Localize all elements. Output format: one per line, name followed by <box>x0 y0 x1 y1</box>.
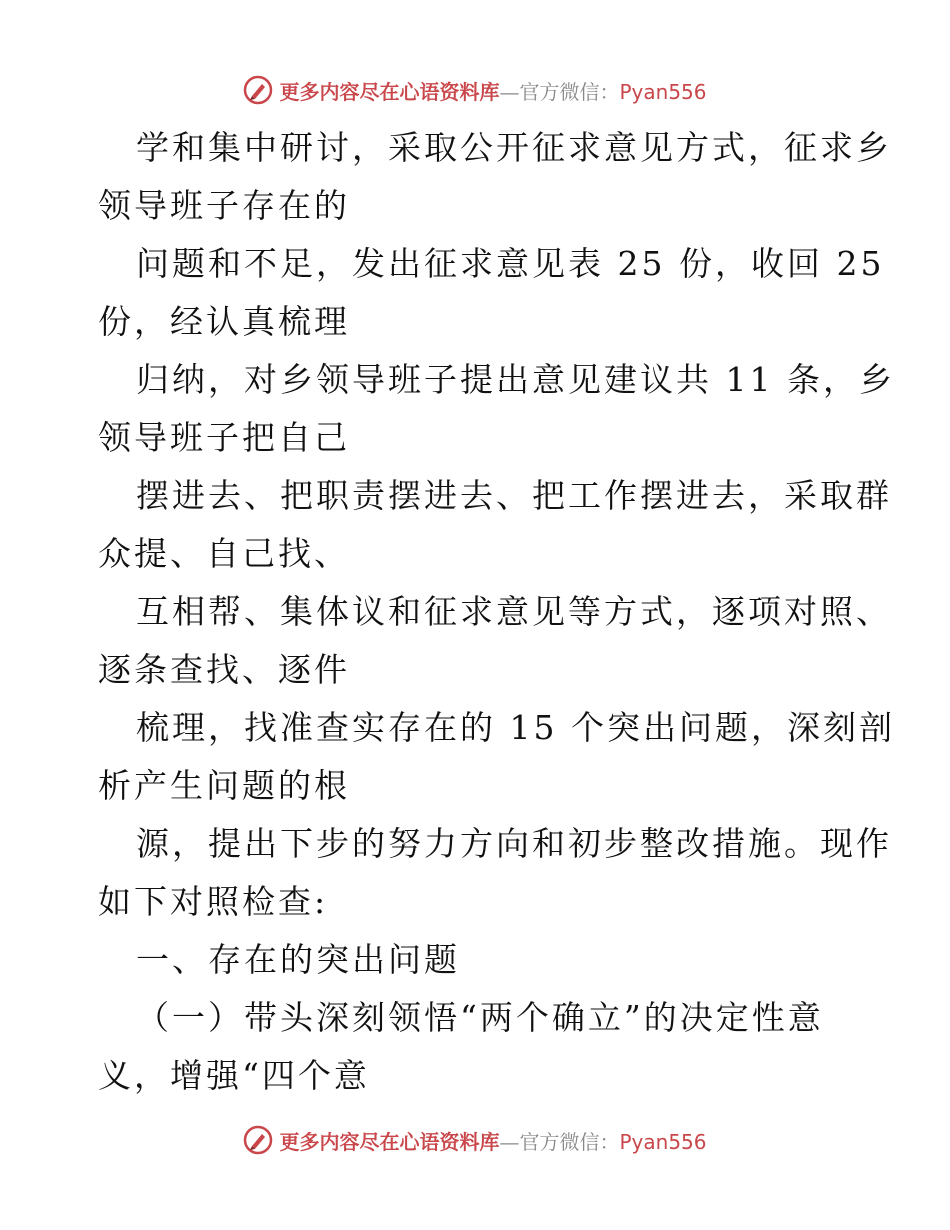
paragraph-line: 众提、自己找、 <box>98 534 350 573</box>
paragraph-line: 互相帮、集体议和征求意见等方式，逐项对照、 <box>136 592 892 631</box>
paragraph-line: 摆进去、把职责摆进去、把工作摆进去，采取群 <box>136 476 892 515</box>
watermark-label: 官方微信： <box>519 79 620 104</box>
watermark-label: 官方微信： <box>519 1129 620 1154</box>
watermark-id: Pyan556 <box>619 79 707 104</box>
paragraph-line: 析产生问题的根 <box>98 766 350 805</box>
footer-watermark <box>0 1120 950 1160</box>
watermark-text <box>279 76 706 105</box>
paragraph-line: 义，增强“四个意 <box>98 1056 370 1095</box>
paragraph-line: 领导班子把自己 <box>98 418 350 457</box>
paragraph-line: 份，经认真梳理 <box>98 302 350 341</box>
paragraph-line: 源，提出下步的努力方向和初步整改措施。现作 <box>136 824 892 863</box>
watermark-brand: 更多内容尽在心语资料库 <box>279 79 500 104</box>
watermark-text <box>279 1126 706 1155</box>
watermark-separator: — <box>499 79 520 104</box>
paragraph-line: （一）带头深刻领悟“两个确立”的决定性意 <box>136 998 824 1037</box>
paragraph-line: 一、存在的突出问题 <box>136 940 460 979</box>
paragraph-line: 如下对照检查: <box>98 882 329 921</box>
paragraph-line: 领导班子存在的 <box>98 186 350 225</box>
header-watermark <box>0 70 950 110</box>
pen-logo-icon <box>243 75 273 105</box>
paragraph-line: 逐条查找、逐件 <box>98 650 350 689</box>
watermark-id: Pyan556 <box>619 1129 707 1154</box>
pen-logo-icon <box>243 1125 273 1155</box>
paragraph-line: 归纳，对乡领导班子提出意见建议共 11 条，乡 <box>136 360 895 399</box>
paragraph-line: 梳理，找准查实存在的 15 个突出问题，深刻剖 <box>136 708 895 747</box>
paragraph-line: 学和集中研讨，采取公开征求意见方式，征求乡 <box>136 128 892 167</box>
paragraph-line: 问题和不足，发出征求意见表 25 份，收回 25 <box>136 244 885 283</box>
watermark-separator: — <box>499 1129 520 1154</box>
document-body <box>98 119 895 1105</box>
watermark-brand: 更多内容尽在心语资料库 <box>279 1129 500 1154</box>
